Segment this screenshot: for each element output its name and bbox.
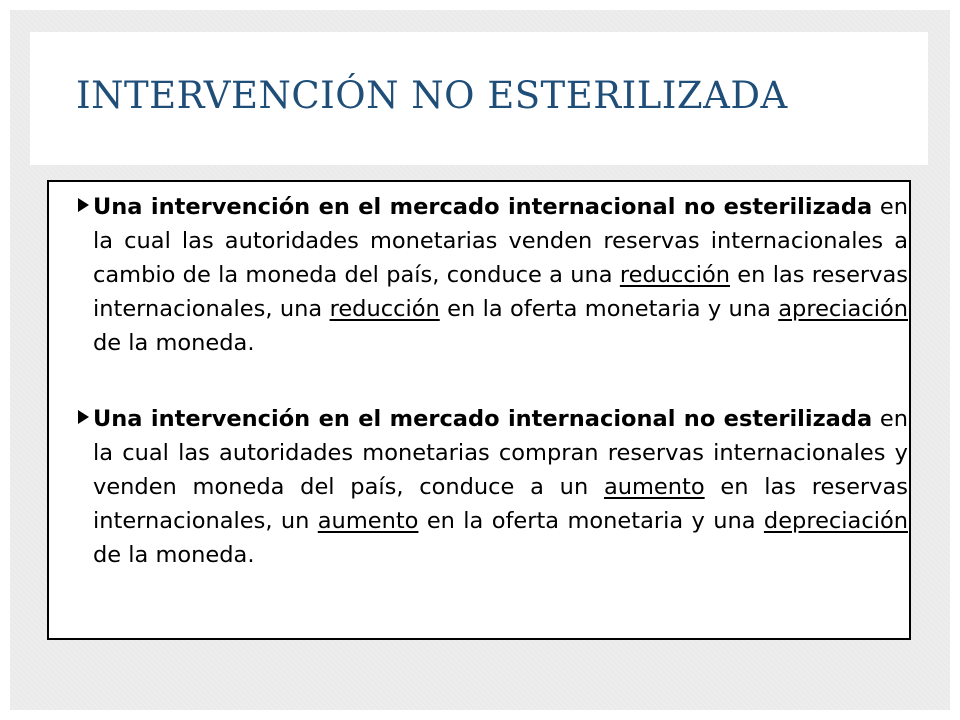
underlined-term: aumento bbox=[317, 508, 419, 534]
bullet-text-segment: en las reservas internacionales, una bbox=[93, 262, 908, 322]
bullet-text-segment: en las reservas internacionales, un bbox=[93, 474, 909, 534]
bullet-text-1 bbox=[93, 190, 908, 360]
underlined-term: reducción bbox=[619, 262, 731, 288]
arrowhead-bullet-icon bbox=[78, 410, 89, 424]
bullet-text-segment: en la oferta monetaria y una bbox=[439, 296, 779, 322]
slide-title: INTERVENCIÓN NO ESTERILIZADA bbox=[76, 74, 788, 117]
bullet-bold-lead: Una intervención en el mercado internacional no esterilizada bbox=[93, 406, 873, 432]
arrowhead-bullet-icon bbox=[78, 198, 89, 212]
bullet-item-1 bbox=[78, 190, 908, 360]
bullet-text-segment: en la cual las autoridades monetarias venden reservas internacionales a cambio de la moneda del país, conduce a una bbox=[93, 194, 908, 288]
underlined-term: depreciación bbox=[763, 508, 908, 534]
underlined-term: apreciación bbox=[778, 296, 908, 322]
bullet-text-segment: en la cual las autoridades monetarias compran reservas internacionales y venden moneda del país, conduce a un bbox=[93, 406, 908, 500]
bullet-text-segment: de la moneda. bbox=[93, 542, 255, 568]
underlined-term: reducción bbox=[329, 296, 440, 322]
bullet-text-segment: de la moneda. bbox=[93, 330, 255, 356]
bullet-item-2 bbox=[78, 402, 908, 572]
underlined-term: aumento bbox=[603, 474, 705, 500]
bullet-bold-lead: Una intervención en el mercado internacional no esterilizada bbox=[93, 194, 873, 220]
bullet-text-2 bbox=[93, 402, 908, 572]
bullet-text-segment: en la oferta monetaria y una bbox=[418, 508, 764, 534]
